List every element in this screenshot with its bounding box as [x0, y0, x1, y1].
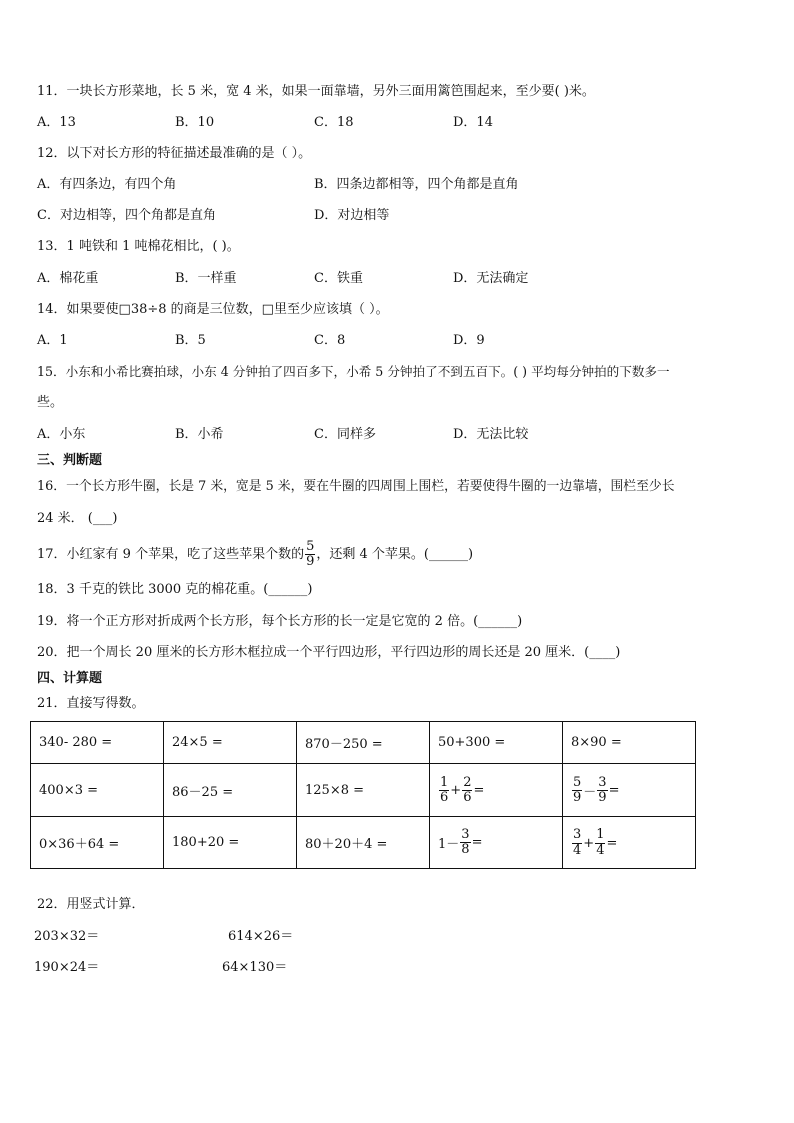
- fraction: $\frac{2}{6}$: [463, 774, 472, 805]
- calc-cell: 870－250 =: [297, 722, 430, 764]
- question-13-stem: 13．1 吨铁和 1 吨棉花相比，( )。: [37, 239, 240, 254]
- q14-option-a: A．1: [37, 333, 68, 348]
- q13-option-c: C．铁重: [314, 271, 363, 286]
- vertical-calc-item: 203×32＝: [34, 929, 100, 944]
- calc-cell: 180+20 =: [164, 817, 297, 869]
- fraction: $\frac{1}{4}$: [596, 827, 605, 858]
- q14-option-b: B．5: [175, 333, 206, 348]
- calc-cell: [430, 817, 563, 869]
- calc-cell: 340- 280 =: [31, 722, 164, 764]
- question-16-line2: 24 米． (___): [37, 511, 118, 526]
- q13-option-d: D．无法确定: [453, 271, 529, 286]
- q13-option-b: B．一样重: [175, 271, 237, 286]
- equals-sign: =: [606, 835, 618, 851]
- question-16-line1: 16．一个长方形牛圈，长是 7 米，宽是 5 米，要在牛圈的四周围上围栏，若要使得牛圈的一边靠墙，围栏至少长: [37, 479, 675, 494]
- fraction-five-ninths: [305, 540, 315, 570]
- vertical-calc-item: 614×26＝: [228, 929, 294, 944]
- calc-cell: 400×3 =: [31, 764, 164, 817]
- equals-sign: =: [473, 783, 485, 798]
- equals-sign: =: [608, 783, 620, 798]
- section-4-heading: 四、计算题: [37, 671, 103, 686]
- fraction: $\frac{1}{6}$: [440, 774, 449, 805]
- fraction: $\frac{5}{9}$: [573, 774, 582, 805]
- calc-cell: 86－25 =: [164, 764, 297, 817]
- question-15-stem-line1: 15．小东和小希比赛拍球，小东 4 分钟拍了四百多下，小希 5 分钟拍了不到五百下。( ) 平均每分钟拍的下数多一: [37, 364, 670, 379]
- question-12-stem: 12．以下对长方形的特征描述最准确的是（ ）。: [37, 146, 312, 161]
- q14-option-d: D．9: [453, 333, 485, 348]
- question-18: 18．3 千克的铁比 3000 克的棉花重。(______): [37, 582, 313, 597]
- calc-cell: 24×5 =: [164, 722, 297, 764]
- question-17-after: ，还剩 4 个苹果。(______): [316, 547, 474, 562]
- calc-cell: 80＋20＋4 =: [297, 817, 430, 869]
- fraction-expression: [571, 776, 619, 806]
- question-15-stem-line2: 些。: [37, 395, 64, 410]
- question-14-stem: 14．如果要使□38÷8 的商是三位数，□里至少应该填（ ）。: [37, 302, 389, 317]
- calc-cell: [430, 764, 563, 817]
- calc-cell: 50+300 =: [430, 722, 563, 764]
- table-row: [31, 817, 696, 869]
- q12-option-b: B．四条边都相等，四个角都是直角: [314, 177, 519, 192]
- operator: －: [583, 785, 597, 800]
- fraction: $\frac{3}{4}$: [573, 827, 582, 858]
- fraction-expression: [438, 776, 484, 806]
- question-20: 20．把一个周长 20 厘米的长方形木框拉成一个平行四边形，平行四边形的周长还是 20 厘米．(____): [37, 645, 621, 660]
- calc-cell: 8×90 =: [563, 722, 696, 764]
- question-21-title: 21．直接写得数。: [37, 696, 145, 711]
- q11-option-d: D．14: [453, 115, 493, 130]
- q12-option-a: A．有四条边，有四个角: [37, 177, 177, 192]
- question-22-title: 22．用竖式计算．: [37, 897, 145, 912]
- fraction-numerator: 5: [306, 538, 315, 554]
- q11-option-c: C．18: [314, 115, 354, 130]
- q15-option-c: C．同样多: [314, 427, 376, 442]
- q12-option-d: D．对边相等: [314, 208, 390, 223]
- q13-option-a: A．棉花重: [37, 271, 99, 286]
- q15-option-d: D．无法比较: [453, 427, 529, 442]
- calc-cell: 0×36＋64 =: [31, 817, 164, 869]
- operator: +: [450, 783, 462, 798]
- calc-cell: 125×8 =: [297, 764, 430, 817]
- vertical-calc-item: 190×24＝: [34, 960, 100, 975]
- operator: +: [583, 835, 595, 851]
- vertical-calc-item: 64×130＝: [222, 960, 288, 975]
- q12-option-c: C．对边相等，四个角都是直角: [37, 208, 216, 223]
- calc-cell: [563, 817, 696, 869]
- fraction-denominator: 9: [306, 554, 315, 569]
- fraction-expression: [571, 828, 617, 858]
- calc-cell: [563, 764, 696, 817]
- q15-option-a: A．小东: [37, 427, 86, 442]
- fraction-expression: [438, 828, 482, 858]
- fraction: $\frac{3}{8}$: [461, 826, 470, 857]
- q11-option-b: B．10: [175, 115, 215, 130]
- fraction: $\frac{3}{9}$: [598, 774, 607, 805]
- q11-option-a: A．13: [37, 115, 76, 130]
- q14-option-c: C．8: [314, 333, 346, 348]
- mental-math-table: [30, 721, 696, 869]
- equals-sign: =: [471, 835, 483, 850]
- q15-option-b: B．小希: [175, 427, 224, 442]
- question-11-stem: 11．一块长方形菜地，长 5 米，宽 4 米，如果一面靠墙，另外三面用篱笆围起来，至少要( )米。: [37, 84, 595, 99]
- question-17: [37, 536, 473, 574]
- section-3-heading: 三、判断题: [37, 453, 103, 468]
- table-row: [31, 764, 696, 817]
- question-17-before: 17．小红家有 9 个苹果，吃了这些苹果个数的: [37, 547, 305, 562]
- leading-term: 1－: [438, 837, 460, 852]
- question-19: 19．将一个正方形对折成两个长方形，每个长方形的长一定是它宽的 2 倍。(______): [37, 614, 523, 629]
- table-row: [31, 722, 696, 764]
